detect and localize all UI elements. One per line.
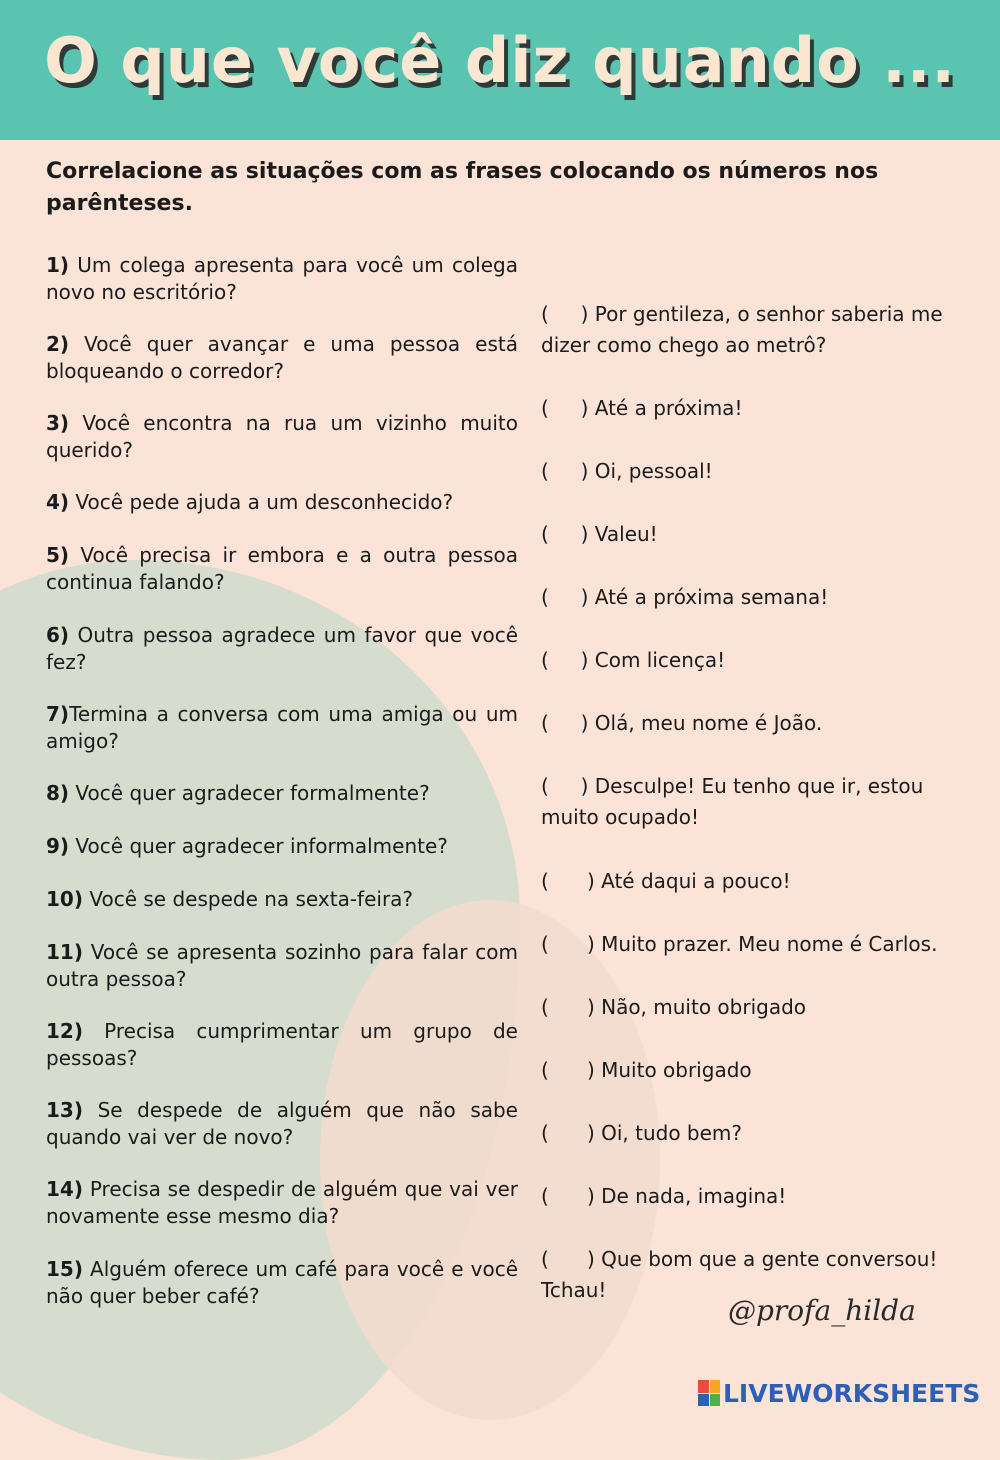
phrase-item: ( ) Valeu! <box>541 519 981 550</box>
phrase-item: ( ) Com licença! <box>541 645 981 676</box>
situation-item: 11) Você se apresenta sozinho para falar com outra pessoa? <box>46 940 518 991</box>
situation-item: 6) Outra pessoa agradece um favor que você fez? <box>46 623 518 674</box>
brand-name: LIVEWORKSHEETS <box>723 1378 981 1408</box>
situation-item: 14) Precisa se despedir de alguém que vai ver novamente esse mesmo dia? <box>46 1177 518 1228</box>
answer-blank[interactable]: ( ) <box>541 585 589 609</box>
answer-blank[interactable]: ( ) <box>541 1247 595 1271</box>
answer-blank[interactable]: ( ) <box>541 932 595 956</box>
phrase-item: ( ) Até daqui a pouco! <box>541 866 981 897</box>
phrase-item: ( ) Não, muito obrigado <box>541 992 981 1023</box>
logo-square-orange <box>710 1380 721 1393</box>
author-signature: @profa_hilda <box>728 1294 916 1327</box>
phrase-item: ( ) Até a próxima! <box>541 393 981 424</box>
answer-blank[interactable]: ( ) <box>541 522 589 546</box>
phrase-item: ( ) Oi, pessoal! <box>541 456 981 487</box>
instructions: Correlacione as situações com as frases colocando os números nos parênteses. <box>46 159 879 216</box>
situation-item: 9) Você quer agradecer informalmente? <box>46 834 448 858</box>
answer-blank[interactable]: ( ) <box>541 459 589 483</box>
answer-blank[interactable]: ( ) <box>541 396 589 420</box>
situation-item: 12) Precisa cumprimentar um grupo de pessoas? <box>46 1019 518 1070</box>
answer-blank[interactable]: ( ) <box>541 1184 595 1208</box>
phrase-item: ( ) Que bom que a gente conversou! Tchau! <box>541 1244 981 1306</box>
answer-blank[interactable]: ( ) <box>541 869 595 893</box>
liveworksheets-logo-icon <box>698 1380 720 1406</box>
logo-square-blue <box>698 1394 709 1407</box>
situation-item: 2) Você quer avançar e uma pessoa está bloqueando o corredor? <box>46 332 518 383</box>
situation-item: 5) Você precisa ir embora e a outra pessoa continua falando? <box>46 543 518 594</box>
answer-blank[interactable]: ( ) <box>541 1058 595 1082</box>
answer-blank[interactable]: ( ) <box>541 774 589 798</box>
phrase-item: ( ) Oi, tudo bem? <box>541 1118 981 1149</box>
logo-square-red <box>698 1380 709 1393</box>
situation-item: 10) Você se despede na sexta-feira? <box>46 887 414 911</box>
page-title: O que você diz quando ... <box>44 24 956 97</box>
situation-item: 7)Termina a conversa com uma amiga ou um amigo? <box>46 702 518 753</box>
answer-blank[interactable]: ( ) <box>541 711 589 735</box>
situation-item: 4) Você pede ajuda a um desconhecido? <box>46 490 454 514</box>
phrase-item: ( ) Muito prazer. Meu nome é Carlos. <box>541 929 981 960</box>
answer-blank[interactable]: ( ) <box>541 648 589 672</box>
phrase-item: ( ) Muito obrigado <box>541 1055 981 1086</box>
phrase-item: ( ) De nada, imagina! <box>541 1181 981 1212</box>
situation-item: 3) Você encontra na rua um vizinho muito querido? <box>46 411 518 462</box>
situation-item: 13) Se despede de alguém que não sabe quando vai ver de novo? <box>46 1098 518 1149</box>
situation-item: 1) Um colega apresenta para você um colega novo no escritório? <box>46 253 518 304</box>
title-banner <box>0 0 1000 140</box>
phrase-item: ( ) Olá, meu nome é João. <box>541 708 981 739</box>
phrase-item: ( ) Por gentileza, o senhor saberia me dizer como chego ao metrô? <box>541 299 981 361</box>
answer-blank[interactable]: ( ) <box>541 995 595 1019</box>
logo-square-green <box>710 1394 721 1407</box>
answer-blank[interactable]: ( ) <box>541 1121 595 1145</box>
situation-item: 15) Alguém oferece um café para você e você não quer beber café? <box>46 1257 518 1308</box>
liveworksheets-brand[interactable] <box>698 1378 980 1408</box>
answer-blank[interactable]: ( ) <box>541 302 589 326</box>
situation-item: 8) Você quer agradecer formalmente? <box>46 781 430 805</box>
phrase-item: ( ) Desculpe! Eu tenho que ir, estou muito ocupado! <box>541 771 981 833</box>
phrase-item: ( ) Até a próxima semana! <box>541 582 981 613</box>
